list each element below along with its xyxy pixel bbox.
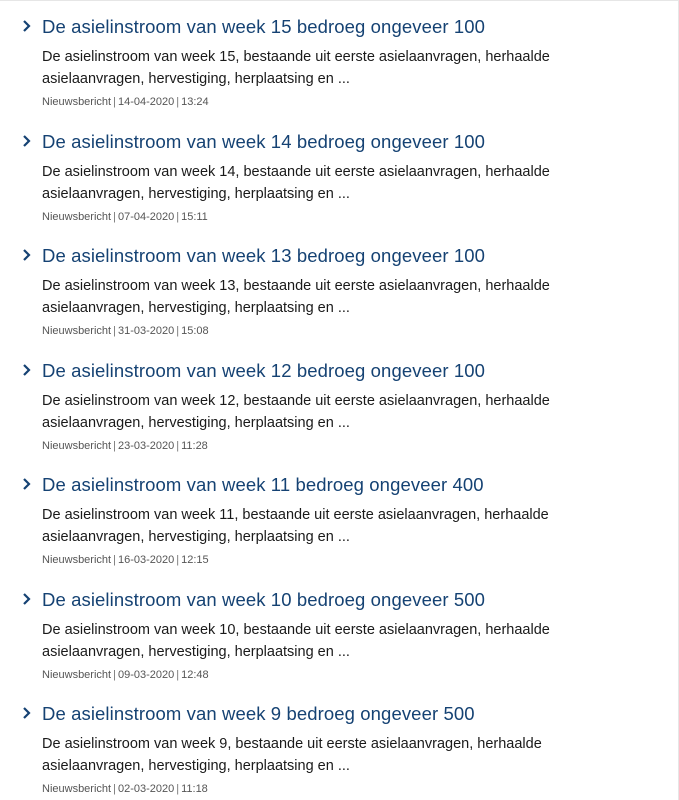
news-item-time: 12:48	[181, 668, 209, 681]
news-item-meta: Nieuwsbericht | 02-03-2020 | 11:18	[42, 783, 208, 795]
news-item-title-link[interactable]: De asielinstroom van week 9 bedroeg ongeveer 500	[42, 703, 475, 724]
news-item-summary: De asielinstroom van week 10, bestaande uit eerste asielaanvragen, herhaalde asielaanvragen, hervestiging, herplaatsing en ...	[42, 621, 550, 660]
news-item-type: Nieuwsbericht	[42, 439, 112, 452]
chevron-right-icon	[22, 363, 36, 381]
news-item-title-link[interactable]: De asielinstroom van week 11 bedroeg ongeveer 400	[42, 474, 484, 495]
news-item-summary: De asielinstroom van week 9, bestaande uit eerste asielaanvragen, herhaalde asielaanvragen, hervestiging, herplaatsing en ...	[42, 736, 542, 774]
news-item-date: 02-03-2020	[117, 783, 175, 795]
news-item-type: Nieuwsbericht	[42, 783, 112, 795]
news-item-date: 31-03-2020	[117, 325, 175, 337]
news-item-type: Nieuwsbericht	[42, 668, 112, 681]
news-item-time: 12:15	[181, 554, 209, 566]
news-item-date: 14-04-2020	[117, 96, 175, 108]
news-item-summary: De asielinstroom van week 15, bestaande uit eerste asielaanvragen, herhaalde asielaanvragen, hervestiging, herplaatsing en ...	[42, 49, 550, 87]
news-item-title-link[interactable]: De asielinstroom van week 15 bedroeg ongeveer 100	[42, 16, 486, 37]
news-item-meta: Nieuwsbericht | 16-03-2020 | 12:15	[42, 554, 209, 566]
chevron-right-icon	[22, 134, 36, 152]
news-item-date: 09-03-2020	[117, 668, 175, 681]
news-item-type: Nieuwsbericht	[42, 210, 112, 223]
news-item-date: 16-03-2020	[117, 554, 175, 566]
news-item-time: 15:08	[181, 325, 209, 337]
news-item-summary: De asielinstroom van week 13, bestaande uit eerste asielaanvragen, herhaalde asielaanvragen, hervestiging, herplaatsing en ...	[42, 278, 550, 316]
news-item-summary: De asielinstroom van week 14, bestaande uit eerste asielaanvragen, herhaalde asielaanvragen, hervestiging, herplaatsing en ...	[42, 163, 550, 202]
news-item-meta: Nieuwsbericht | 09-03-2020 | 12:48	[42, 668, 209, 681]
news-item-time: 15:11	[181, 210, 208, 223]
news-item-date: 07-04-2020	[117, 210, 175, 223]
chevron-right-icon	[22, 477, 36, 495]
news-item-type: Nieuwsbericht	[42, 554, 112, 566]
news-item	[0, 244, 678, 359]
news-item	[0, 130, 678, 245]
news-item	[0, 15, 678, 130]
news-item-summary: De asielinstroom van week 11, bestaande uit eerste asielaanvragen, herhaalde asielaanvragen, hervestiging, herplaatsing en ...	[42, 507, 549, 545]
news-item-meta: Nieuwsbericht | 31-03-2020 | 15:08	[42, 325, 209, 337]
chevron-right-icon	[22, 19, 36, 37]
news-item-title-link[interactable]: De asielinstroom van week 12 bedroeg ongeveer 100	[42, 359, 486, 381]
news-item	[0, 473, 678, 588]
news-item-title-link[interactable]: De asielinstroom van week 14 bedroeg ongeveer 100	[42, 130, 486, 152]
news-item-time: 11:18	[181, 783, 208, 795]
news-item-title-link[interactable]: De asielinstroom van week 10 bedroeg ongeveer 500	[42, 588, 486, 610]
news-item	[0, 588, 678, 703]
news-item-time: 11:28	[181, 439, 208, 452]
news-item-type: Nieuwsbericht	[42, 325, 112, 337]
news-item-type: Nieuwsbericht	[42, 96, 112, 108]
chevron-right-icon	[22, 592, 36, 610]
news-item	[0, 702, 678, 800]
news-item	[0, 359, 678, 474]
news-item-date: 23-03-2020	[117, 439, 175, 452]
news-item-meta: Nieuwsbericht | 23-03-2020 | 11:28	[42, 439, 208, 452]
news-item-summary: De asielinstroom van week 12, bestaande uit eerste asielaanvragen, herhaalde asielaanvragen, hervestiging, herplaatsing en ...	[42, 392, 550, 431]
chevron-right-icon	[22, 706, 36, 724]
chevron-right-icon	[22, 248, 36, 266]
news-item-meta: Nieuwsbericht | 14-04-2020 | 13:24	[42, 96, 209, 108]
news-item-title-link[interactable]: De asielinstroom van week 13 bedroeg ongeveer 100	[42, 245, 486, 266]
news-item-meta: Nieuwsbericht | 07-04-2020 | 15:11	[42, 210, 208, 223]
news-item-time: 13:24	[181, 96, 209, 108]
